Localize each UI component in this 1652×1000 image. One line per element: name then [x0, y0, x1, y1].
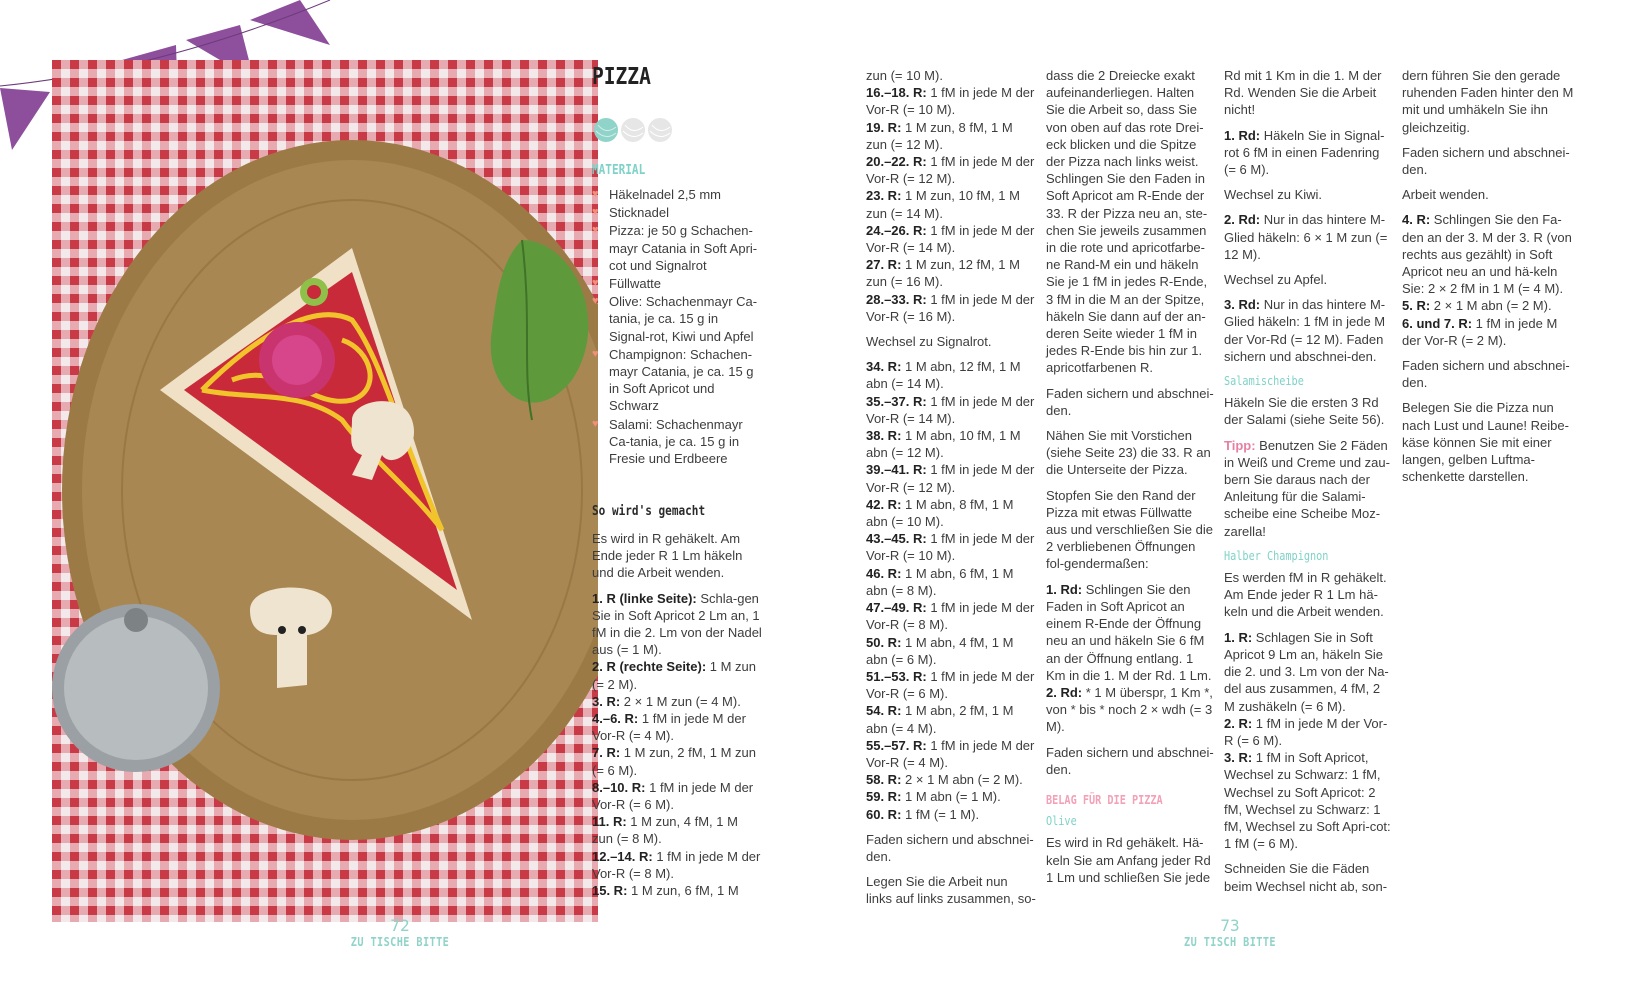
row-instruction [592, 710, 762, 744]
row-text: 1 M zun, 6 fM, 1 M [627, 883, 739, 899]
pizza-photo [52, 60, 598, 922]
material-item [592, 186, 762, 203]
row-text: Schlagen Sie in Soft Apricot 9 Lm an, häkeln Sie die 2. und 3. Lm von der Na-del aus zusammen, 4 fM, 2 M zushäkeln (= 6 M). [1224, 629, 1389, 714]
row-instruction [866, 358, 1036, 392]
round-label: 1. Rd: [1046, 581, 1083, 597]
text-paragraph: Es werden fM in R gehäkelt. Am Ende jeder R 1 Lm hä-keln und die Arbeit wenden. [1224, 570, 1387, 620]
row-text: 1 fM in Soft Apricot, Wechsel zu Schwarz: 1 fM, Wechsel zu Soft Apricot: 2 fM, Wechsel zu Schwarz: 1 fM, Wechsel zu Soft Apri-cot: 1 fM (= 6 M). [1224, 750, 1391, 852]
row-text: 1 M zun, 10 fM, 1 M zun (= 14 M). [866, 188, 1020, 221]
right-column-1 [866, 67, 1036, 916]
row-label: 16.–18. R: [866, 85, 927, 101]
material-item [592, 346, 762, 415]
row-text: 1 fM in jede M der Vor-R (= 10 M). [866, 85, 1035, 118]
row-label: 24.–26. R: [866, 222, 927, 238]
row-text: 1 fM in jede M der Vor-R (= 8 M). [866, 600, 1035, 633]
row-label: 60. R: [866, 806, 902, 822]
round-text: Schlingen Sie den Faden in Soft Apricot an einem R-Ende der Öffnung neu an und häkeln Sie 6 fM an der Öffnung entlang. 1 Km in die 1. M der Rd. 1 Lm. [1046, 581, 1212, 683]
row-text: 1 fM in jede M der Vor-R (= 12 M). [866, 154, 1035, 187]
row-label: 59. R: [866, 789, 902, 805]
row-instruction [866, 153, 1036, 187]
row-instruction [1402, 297, 1578, 314]
row-instruction [866, 806, 1036, 823]
tip-label: Tipp: [1224, 437, 1256, 453]
row-text: 1 M zun, 4 fM, 1 M zun (= 8 M). [592, 814, 738, 847]
material-item [592, 293, 762, 345]
round-label: 2. Rd: [1046, 684, 1083, 700]
row-label: 46. R: [866, 565, 902, 581]
text-paragraph: Rd mit 1 Km in die 1. M der Rd. Wenden Sie die Arbeit nicht! [1224, 68, 1382, 118]
row-text: 1 fM in jede M der Vor-R (= 16 M). [866, 291, 1035, 324]
row-text: 1 fM in jede M der Vor-R (= 10 M). [866, 531, 1035, 564]
row-instruction [866, 788, 1036, 805]
row-text: 1 M abn, 2 fM, 1 M abn (= 4 M). [866, 703, 1014, 736]
right-column-2 [1046, 67, 1216, 894]
material-item [592, 275, 762, 292]
row-label: 15. R: [592, 883, 628, 899]
row-text: 1 fM in jede M der Vor-R (= 8 M). [592, 848, 761, 881]
tip-paragraph [1224, 437, 1394, 540]
row-text: 1 fM in jede M der Vor-R (= 6 M). [1224, 715, 1388, 748]
row-text: 2 × 1 M abn (= 2 M). [1430, 298, 1552, 314]
row-label: 8.–10. R: [592, 779, 646, 795]
row-label: 1. R (linke Seite): [592, 590, 697, 606]
row-label: 43.–45. R: [866, 531, 927, 547]
row-label: 5. R: [1402, 298, 1431, 314]
row-text: 1 M abn, 10 fM, 1 M abn (= 12 M). [866, 428, 1021, 461]
heart-bullet-icon: ♥ [592, 188, 599, 200]
heart-bullet-icon: ♥ [592, 417, 599, 430]
material-list [592, 186, 762, 468]
row-label: 1. R: [1224, 629, 1253, 645]
row-label: 20.–22. R: [866, 154, 927, 170]
row-instruction [866, 256, 1036, 290]
row-instruction [866, 119, 1036, 153]
row-instruction [592, 882, 762, 899]
text-paragraph: Faden sichern und abschnei-den. [1402, 358, 1570, 391]
row-label: 47.–49. R: [866, 600, 927, 616]
row-label: 55.–57. R: [866, 737, 927, 753]
row-instruction [592, 693, 762, 710]
row-text: 1 M abn, 4 fM, 1 M abn (= 6 M). [866, 634, 1014, 667]
row-instruction [866, 565, 1036, 599]
row-label: 7. R: [592, 745, 621, 761]
row-instruction [592, 779, 762, 813]
material-text: Olive: Schachenmayr Ca-tania, je ca. 15 g in Signal-rot, Kiwi und Apfel [609, 294, 758, 344]
row-label: 6. und 7. R: [1402, 315, 1473, 331]
text-paragraph: Faden sichern und abschnei-den. [866, 831, 1034, 864]
row-instruction [866, 737, 1036, 771]
row-text: 2 × 1 M zun (= 4 M). [620, 693, 741, 709]
text-line: zun (= 10 M). [866, 68, 943, 83]
row-text: 1 fM in jede M der Vor-R (= 6 M). [866, 668, 1035, 702]
row-text: 1 fM in jede M der Vor-R (= 2 M). [1402, 315, 1558, 348]
text-paragraph: Nähen Sie mit Vorstichen (siehe Seite 23) die 33. R an die Unterseite der Pizza. [1046, 428, 1211, 478]
row-label: 35.–37. R: [866, 393, 927, 409]
row-label: 28.–33. R: [866, 291, 927, 307]
section-heading-champignon: Halber Champignon [1224, 548, 1329, 563]
row-label: 12.–14. R: [592, 848, 653, 864]
folio-left [340, 916, 460, 949]
material-text: Champignon: Schachen-mayr Catania, je ca. 15 g in Soft Apricot und Schwarz [609, 346, 754, 414]
heart-bullet-icon: ♥ [592, 295, 599, 308]
page-number: 72 [390, 916, 410, 935]
row-instruction [866, 599, 1036, 633]
page-number: 73 [1220, 916, 1240, 935]
row-text: Schla-gen Sie in Soft Apricot 2 Lm an, 1 fM in die 2. Lm von der Nadel aus (= 1 M). [592, 590, 762, 658]
method-heading: So wird's gemacht [592, 504, 706, 519]
heart-bullet-icon: ♥ [592, 277, 599, 290]
section-heading-olive: Olive [1046, 814, 1077, 829]
right-column-3 [1224, 67, 1394, 903]
round-text: * 1 M überspr, 1 Km *, von * bis * noch 2 × wdh (= 3 M). [1046, 684, 1213, 735]
text-paragraph: Häkeln Sie die ersten 3 Rd der Salami (siehe Seite 56). [1224, 395, 1385, 428]
material-item [592, 222, 762, 274]
section-heading-salami: Salamischeibe [1224, 374, 1304, 389]
text-paragraph: Belegen Sie die Pizza nun nach Lust und Laune! Reibe-käse können Sie mit einer langen, gelben Luftma-schenkette darstellen. [1402, 400, 1569, 485]
running-head: ZU TISCHE BITTE [350, 935, 450, 949]
switch-note: Wechsel zu Signalrot. [866, 334, 992, 350]
row-instruction [866, 771, 1036, 788]
row-instruction [1402, 315, 1578, 349]
round-text: Nur in das hintere M-Glied häkeln: 6 × 1 M zun (= 12 M). [1224, 212, 1388, 262]
text-paragraph: Faden sichern und abschnei-den. [1402, 144, 1570, 178]
row-instruction [866, 530, 1036, 564]
row-text: 1 M zun (= 2 M). [592, 659, 757, 692]
round-label: 3. Rd: [1224, 297, 1261, 313]
row-label: 4. R: [1402, 212, 1431, 228]
round-label: 1. Rd: [1224, 127, 1261, 143]
row-instruction [592, 590, 762, 659]
row-label: 38. R: [866, 428, 902, 444]
row-text: 1 M abn, 8 fM, 1 M abn (= 10 M). [866, 496, 1014, 530]
round-instruction [1046, 581, 1216, 684]
right-column-4 [1402, 67, 1578, 493]
row-instruction [866, 187, 1036, 221]
row-label: 19. R: [866, 119, 902, 135]
row-instruction [1224, 715, 1394, 749]
method-intro: Es wird in R gehäkelt. Am Ende jeder R 1 Lm häkeln und die Arbeit wenden. [592, 531, 743, 581]
switch-note: Wechsel zu Kiwi. [1224, 187, 1323, 203]
row-text: 1 fM (= 1 M). [901, 806, 980, 822]
row-label: 3. R: [592, 693, 621, 709]
row-instruction [866, 427, 1036, 461]
row-text: 1 M zun, 2 fM, 1 M zun (= 6 M). [592, 745, 756, 778]
row-label: 54. R: [866, 703, 902, 719]
heart-bullet-icon: ♥ [592, 224, 599, 237]
row-instruction [592, 658, 762, 692]
switch-note: Wechsel zu Apfel. [1224, 272, 1328, 288]
material-text: Pizza: je 50 g Schachen-mayr Catania in Soft Apri-cot und Signalrot [609, 223, 758, 273]
row-label: 4.–6. R: [592, 711, 639, 727]
row-instruction [866, 222, 1036, 256]
row-label: 51.–53. R: [866, 668, 927, 684]
row-instruction [1402, 211, 1578, 297]
row-instruction [592, 813, 762, 847]
row-text: Schlingen Sie den Fa-den an der 3. M der 3. R (von rechts aus gezählt) in Soft Apricot neu an und hä-keln Sie: 2 × 2 fM in 1 M (= 4 M). [1402, 212, 1572, 297]
round-text: Nur in das hintere M-Glied häkeln: 1 fM in jede M der Vor-Rd (= 12 M). Faden sichern und abschnei-den. [1224, 297, 1386, 364]
row-text: 2 × 1 M abn (= 2 M). [901, 772, 1023, 788]
row-instruction [866, 291, 1036, 325]
section-heading-belag: BELAG FÜR DIE PIZZA [1046, 792, 1163, 807]
row-label: 23. R: [866, 188, 902, 204]
material-item [592, 416, 762, 468]
material-heading: MATERIAL [592, 163, 646, 178]
row-text: 1 M zun, 12 fM, 1 M zun (= 16 M). [866, 257, 1020, 290]
text-paragraph: dern führen Sie den gerade ruhenden Faden hinter den M mit und umhäkeln Sie ihn gleichzeitig. [1402, 68, 1574, 135]
text-paragraph: Es wird in Rd gehäkelt. Hä-keln Sie am Anfang jeder Rd 1 Lm und schließen Sie jede [1046, 835, 1211, 885]
text-paragraph: Faden sichern und abschnei-den. [1046, 744, 1214, 777]
material-text: Sticknadel [609, 205, 669, 221]
row-instruction [866, 84, 1036, 118]
round-instruction [1224, 127, 1394, 179]
row-text: 1 M abn, 6 fM, 1 M abn (= 8 M). [866, 565, 1014, 598]
left-method-column [592, 530, 762, 899]
difficulty-rating [592, 115, 682, 145]
row-label: 42. R: [866, 496, 902, 512]
text-paragraph: Faden sichern und abschnei-den. [1046, 385, 1214, 418]
row-instruction [592, 848, 762, 882]
text-paragraph: Stopfen Sie den Rand der Pizza mit etwas Füllwatte aus und verschließen Sie die 2 verbliebenen Öffnungen fol-gendermaßen: [1046, 487, 1213, 572]
row-instruction [1224, 629, 1394, 715]
row-text: 1 fM in jede M der Vor-R (= 14 M). [866, 393, 1035, 426]
material-item [592, 204, 762, 221]
material-text: Salami: Schachenmayr Ca-tania, je ca. 15 g in Fresie und Erdbeere [609, 416, 743, 467]
text-paragraph: dass die 2 Dreiecke exakt aufeinanderliegen. Halten Sie die Arbeit so, dass Sie von oben auf das rote Drei-eck blicken und die Spitze der Pizza nach links weist. Schlingen Sie den Faden in Soft Apricot am R-Ende der 33. R der Pizza neu an, ste-chen Sie jeweils zusammen in die rote und apricotfarbe-ne Rand-M ein und häkeln Sie je 1 fM in jedes R-Ende, 3 fM in die M an der Spitze, häkeln Sie dann auf der an-deren Seite wieder 1 fM in jedes R-Ende bis hin zur 1. apricotfarbenen R. [1046, 68, 1208, 376]
row-instruction [866, 461, 1036, 495]
text-paragraph: Schneiden Sie die Fäden beim Wechsel nicht ab, son- [1224, 861, 1388, 894]
row-label: 3. R: [1224, 750, 1253, 766]
row-label: 50. R: [866, 634, 902, 650]
row-label: 11. R: [592, 814, 627, 830]
recipe-title: PIZZA [592, 64, 651, 90]
row-instruction [866, 668, 1036, 702]
round-label: 2. Rd: [1224, 212, 1261, 228]
tip-text: Benutzen Sie 2 Fäden in Weiß und Creme und zau-bern Sie daraus nach der Anleitung für die Salami-scheibe eine Scheibe Moz-zarella! [1224, 437, 1390, 539]
row-label: 39.–41. R: [866, 462, 927, 478]
running-head: ZU TISCH BITTE [1184, 935, 1276, 949]
heart-bullet-icon: ♥ [592, 206, 599, 219]
row-label: 34. R: [866, 359, 902, 375]
row-instruction [866, 702, 1036, 736]
material-text: Füllwatte [609, 276, 662, 292]
row-instruction [1224, 749, 1394, 852]
row-text: 1 fM in jede M der Vor-R (= 4 M). [592, 711, 746, 744]
row-label: 58. R: [866, 772, 902, 788]
round-instruction [1046, 684, 1216, 736]
row-instruction [866, 496, 1036, 530]
folio-right [1170, 916, 1290, 949]
row-text: 1 M abn (= 1 M). [901, 789, 1001, 805]
round-text: Häkeln Sie in Signal-rot 6 fM in einen Fadenring (= 6 M). [1224, 127, 1385, 178]
row-label: 27. R: [866, 257, 902, 273]
round-instruction [1224, 211, 1394, 263]
row-text: 1 fM in jede M der Vor-R (= 6 M). [592, 779, 754, 813]
round-instruction [1224, 296, 1394, 365]
row-instruction [866, 634, 1036, 668]
text-paragraph: Legen Sie die Arbeit nun links auf links zusammen, so- [866, 874, 1036, 907]
material-text: Häkelnadel 2,5 mm [609, 187, 721, 202]
row-text: 1 fM in jede M der Vor-R (= 4 M). [866, 737, 1035, 770]
row-text: 1 fM in jede M der Vor-R (= 14 M). [866, 222, 1035, 256]
row-text: 1 M abn, 12 fM, 1 M abn (= 14 M). [866, 359, 1021, 392]
row-instruction [592, 744, 762, 778]
row-label: 2. R: [1224, 715, 1253, 731]
row-label: 2. R (rechte Seite): [592, 659, 707, 675]
row-instruction [866, 393, 1036, 427]
text-paragraph: Arbeit wenden. [1402, 187, 1489, 203]
heart-bullet-icon: ♥ [592, 347, 599, 360]
row-text: 1 fM in jede M der Vor-R (= 12 M). [866, 462, 1035, 495]
row-text: 1 M zun, 8 fM, 1 M zun (= 12 M). [866, 119, 1013, 152]
